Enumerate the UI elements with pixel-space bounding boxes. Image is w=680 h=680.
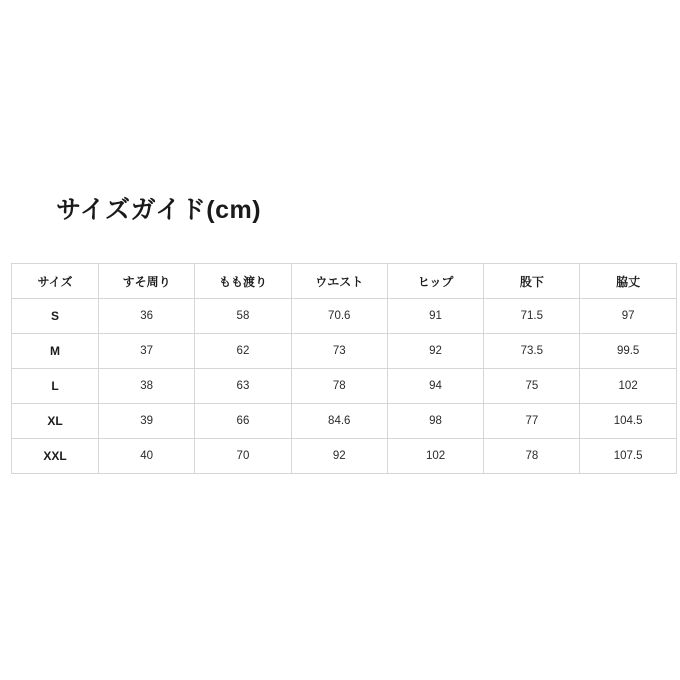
table-row xyxy=(12,404,677,439)
cell-sidelength: 99.5 xyxy=(580,334,676,369)
cell-hem: 37 xyxy=(99,334,195,369)
column-header-hem: すそ周り xyxy=(99,264,195,299)
column-header-thigh: もも渡り xyxy=(195,264,291,299)
page-title: サイズガイド(cm) xyxy=(56,196,262,224)
cell-hem: 39 xyxy=(99,404,195,439)
cell-waist: 84.6 xyxy=(291,404,387,439)
column-header-waist: ウエスト xyxy=(291,264,387,299)
cell-size: S xyxy=(12,299,99,334)
column-header-size: サイズ xyxy=(12,264,99,299)
table-body xyxy=(12,299,677,474)
cell-inseam: 77 xyxy=(484,404,580,439)
cell-inseam: 71.5 xyxy=(484,299,580,334)
cell-thigh: 70 xyxy=(195,439,291,474)
table-row xyxy=(12,369,677,404)
cell-waist: 70.6 xyxy=(291,299,387,334)
cell-thigh: 62 xyxy=(195,334,291,369)
cell-size: XXL xyxy=(12,439,99,474)
table-header-row xyxy=(12,264,677,299)
column-header-inseam: 股下 xyxy=(484,264,580,299)
cell-hip: 98 xyxy=(387,404,483,439)
cell-sidelength: 107.5 xyxy=(580,439,676,474)
cell-inseam: 78 xyxy=(484,439,580,474)
cell-hip: 92 xyxy=(387,334,483,369)
size-guide-table xyxy=(11,263,677,474)
cell-inseam: 73.5 xyxy=(484,334,580,369)
table-header xyxy=(12,264,677,299)
cell-hip: 94 xyxy=(387,369,483,404)
cell-waist: 78 xyxy=(291,369,387,404)
cell-waist: 92 xyxy=(291,439,387,474)
column-header-sidelength: 脇丈 xyxy=(580,264,676,299)
cell-hip: 102 xyxy=(387,439,483,474)
cell-inseam: 75 xyxy=(484,369,580,404)
cell-size: XL xyxy=(12,404,99,439)
cell-sidelength: 102 xyxy=(580,369,676,404)
table-row xyxy=(12,334,677,369)
cell-hem: 38 xyxy=(99,369,195,404)
cell-size: M xyxy=(12,334,99,369)
cell-thigh: 63 xyxy=(195,369,291,404)
cell-size: L xyxy=(12,369,99,404)
cell-sidelength: 97 xyxy=(580,299,676,334)
cell-thigh: 58 xyxy=(195,299,291,334)
cell-waist: 73 xyxy=(291,334,387,369)
cell-sidelength: 104.5 xyxy=(580,404,676,439)
cell-hip: 91 xyxy=(387,299,483,334)
cell-hem: 40 xyxy=(99,439,195,474)
cell-hem: 36 xyxy=(99,299,195,334)
column-header-hip: ヒップ xyxy=(387,264,483,299)
table-row xyxy=(12,439,677,474)
cell-thigh: 66 xyxy=(195,404,291,439)
table-row xyxy=(12,299,677,334)
